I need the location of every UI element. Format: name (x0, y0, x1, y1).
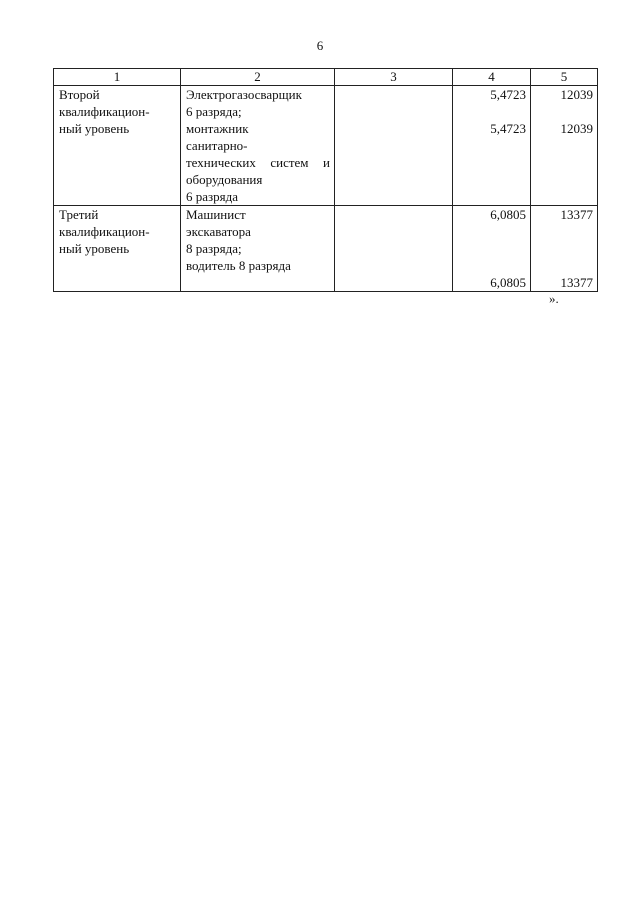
header-col-2: 2 (181, 69, 335, 86)
table-header-row (54, 69, 598, 86)
header-col-4: 4 (453, 69, 531, 86)
level-line: Третий (59, 207, 99, 222)
col3-cell (335, 86, 453, 206)
profession-line: 8 разряда; (186, 241, 242, 256)
header-col-3: 3 (335, 69, 453, 86)
page-number: 6 (316, 38, 324, 53)
profession-line: монтажник (186, 121, 249, 136)
coefficient-cell (453, 86, 531, 206)
table-row (54, 86, 598, 206)
salary-value: 13377 (560, 275, 593, 290)
profession-line: Электрогазосварщик (186, 87, 302, 102)
profession-line: водитель 8 разряда (186, 258, 291, 273)
profession-line: оборудования (186, 172, 263, 187)
coefficient-value: 5,4723 (490, 87, 526, 102)
salary-value: 13377 (560, 207, 593, 222)
profession-line: 6 разряда; (186, 104, 242, 119)
salary-value: 12039 (560, 121, 593, 136)
level-line: квалификацион- (59, 104, 150, 119)
profession-cell (181, 86, 335, 206)
qualification-level-cell (54, 86, 181, 206)
level-line: Второй (59, 87, 100, 102)
profession-line: Машинист (186, 207, 246, 222)
salary-cell (531, 206, 598, 292)
salary-cell (531, 86, 598, 206)
salary-value: 12039 (560, 87, 593, 102)
salary-table (53, 68, 598, 292)
closing-quote-mark: ». (549, 291, 559, 306)
coefficient-value: 5,4723 (490, 121, 526, 136)
level-line: ный уровень (59, 241, 130, 256)
header-col-1: 1 (54, 69, 181, 86)
level-line: квалификацион- (59, 224, 150, 239)
table-row (54, 206, 598, 292)
header-col-5: 5 (531, 69, 598, 86)
profession-line: экскаватора (186, 224, 251, 239)
coefficient-cell (453, 206, 531, 292)
qualification-level-cell (54, 206, 181, 292)
profession-line: технических систем и (186, 155, 330, 170)
profession-line: 6 разряда (186, 189, 239, 204)
profession-cell (181, 206, 335, 292)
col3-cell (335, 206, 453, 292)
profession-line: санитарно- (186, 138, 248, 153)
coefficient-value: 6,0805 (490, 275, 526, 290)
level-line: ный уровень (59, 121, 130, 136)
coefficient-value: 6,0805 (490, 207, 526, 222)
